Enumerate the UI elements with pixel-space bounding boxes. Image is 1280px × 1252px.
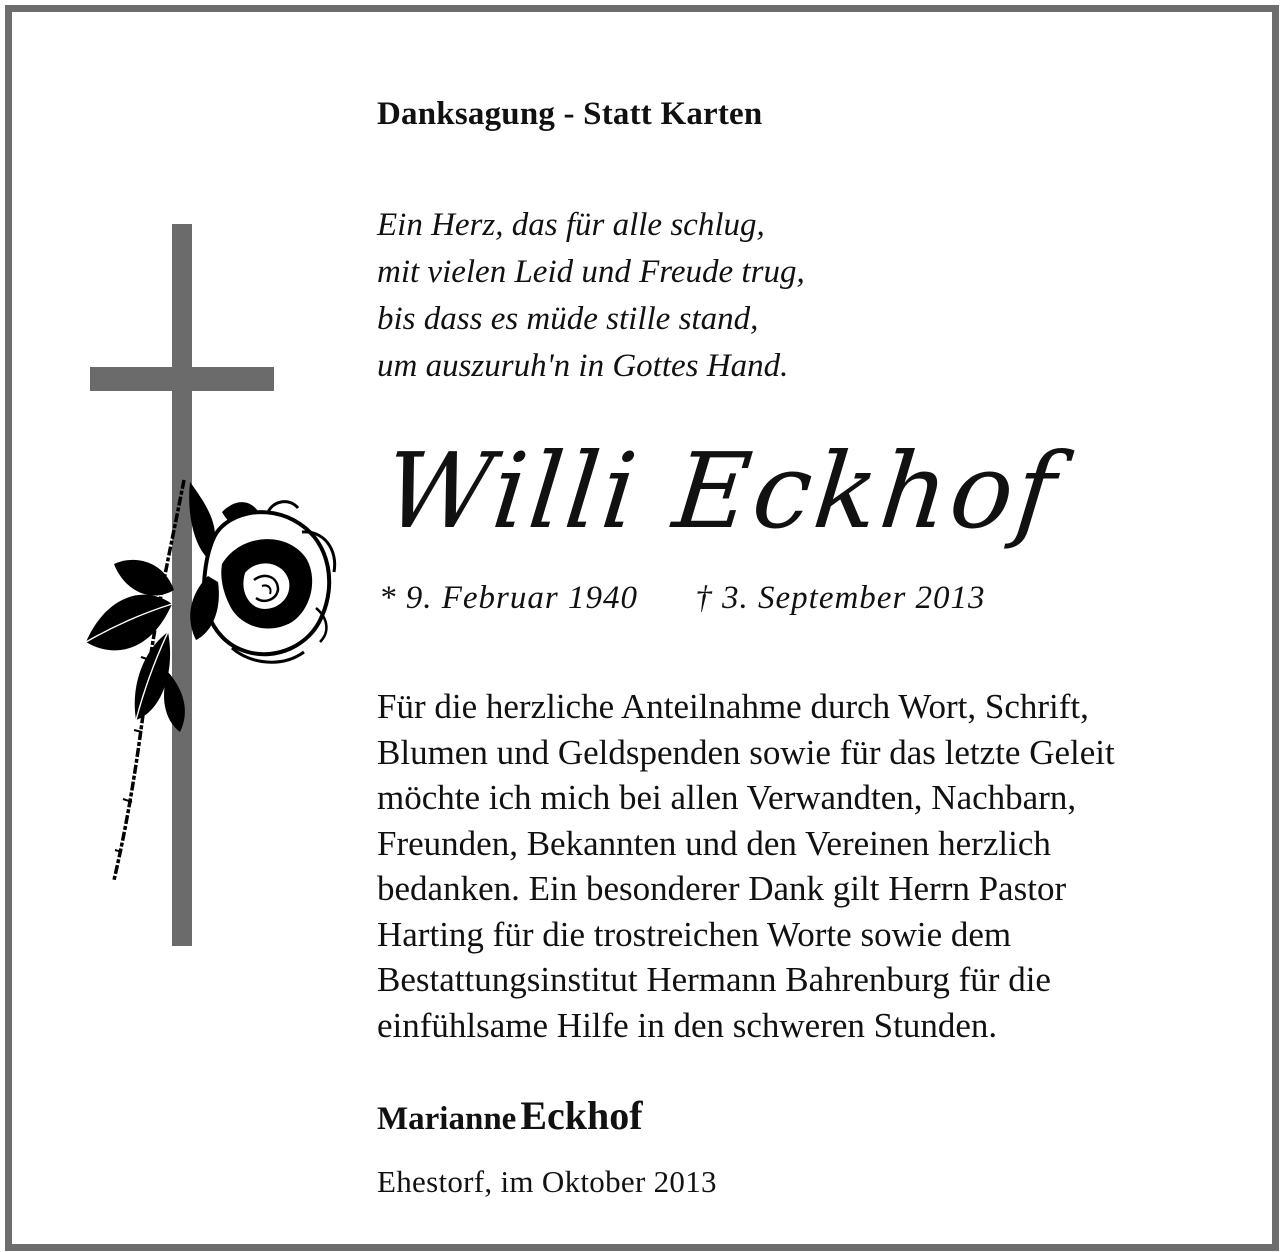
message-line: Blumen und Geldspenden sowie für das letzte Geleit — [377, 732, 1115, 772]
death-date: † 3. September 2013 — [695, 580, 986, 616]
signature — [377, 1092, 643, 1139]
message-line: möchte ich mich bei allen Verwandten, Nachbarn, — [377, 778, 1077, 817]
cross-with-rose-icon — [72, 212, 342, 952]
signature-last-name: Eckhof — [520, 1093, 643, 1138]
memorial-poem — [377, 202, 805, 390]
message-line: Harting für die trostreichen Worte sowie dem — [377, 914, 1012, 954]
message-line: Freunden, Bekannten und den Vereinen herzlich — [377, 823, 1051, 863]
poem-line: bis dass es müde stille stand, — [377, 301, 759, 337]
birth-date: * 9. Februar 1940 — [379, 580, 638, 616]
message-line: einfühlsame Hilfe in den schweren Stunden. — [377, 1005, 998, 1045]
thank-you-message — [377, 684, 1237, 1048]
poem-line: um auszuruh'n in Gottes Hand. — [377, 348, 789, 384]
message-line: Für die herzliche Anteilnahme durch Wort, Schrift, — [377, 687, 1089, 726]
signature-first-name: Marianne — [377, 1101, 517, 1137]
place-and-date: Ehestorf, im Oktober 2013 — [377, 1164, 717, 1199]
cross-horizontal-beam — [90, 367, 274, 391]
poem-line: Ein Herz, das für alle schlug, — [377, 207, 765, 243]
life-dates — [379, 580, 986, 617]
rose-bloom — [189, 482, 334, 662]
notice-heading: Danksagung - Statt Karten — [377, 96, 763, 132]
message-line: Bestattungsinstitut Hermann Bahrenburg für die — [377, 960, 1051, 999]
cross-vertical-beam — [172, 224, 192, 946]
obituary-notice — [5, 5, 1279, 1251]
message-line: bedanken. Ein besonderer Dank gilt Herrn Pastor — [377, 869, 1067, 908]
deceased-name: Willi Eckhof — [379, 430, 1065, 552]
poem-line: mit vielen Leid und Freude trug, — [377, 254, 805, 290]
